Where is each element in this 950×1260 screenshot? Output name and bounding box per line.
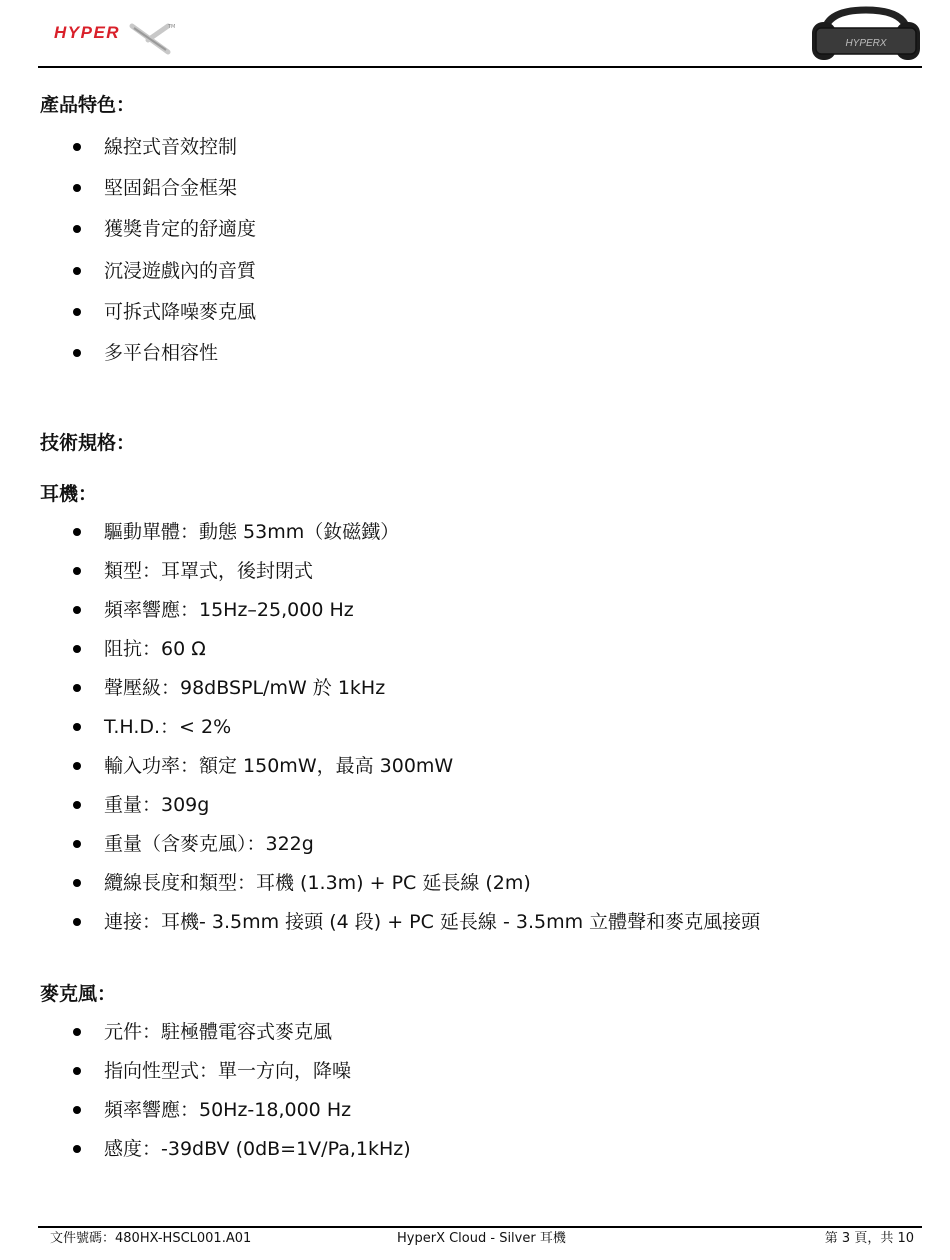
bullet-icon <box>73 762 81 770</box>
list-item <box>0 793 760 832</box>
headphone-title: 耳機： <box>40 483 98 505</box>
list-item <box>0 1020 411 1059</box>
list-item <box>0 217 256 258</box>
list-item <box>0 300 256 341</box>
bullet-icon <box>73 840 81 848</box>
footer-divider <box>38 1226 922 1228</box>
bullet-icon <box>73 1067 81 1075</box>
list-item-text: 連接：耳機- 3.5mm 接頭 (4 段) + PC 延長線 - 3.5mm 立體聲和麥克風接頭 <box>104 911 761 933</box>
list-item-text: T.H.D.：< 2% <box>104 716 232 738</box>
list-item <box>0 1059 411 1098</box>
specs-title: 技術規格： <box>40 432 136 454</box>
bullet-icon <box>73 1028 81 1036</box>
bullet-icon <box>73 267 81 275</box>
list-item <box>0 910 760 949</box>
bullet-icon <box>73 723 81 731</box>
list-item <box>0 1137 411 1176</box>
bullet-icon <box>73 1106 81 1114</box>
bullet-icon <box>73 349 81 357</box>
list-item <box>0 520 760 559</box>
bullet-icon <box>73 143 81 151</box>
list-item <box>0 341 256 382</box>
microphone-specs-list <box>0 1020 411 1176</box>
page-number: 第 3 頁，共 10 <box>824 1231 914 1246</box>
headphone-specs-list <box>0 520 760 949</box>
list-item <box>0 676 760 715</box>
bullet-icon <box>73 1145 81 1153</box>
list-item <box>0 135 256 176</box>
list-item-text: 驅動單體：動態 53mm（釹磁鐵） <box>104 521 400 543</box>
list-item-text: 可拆式降噪麥克風 <box>104 300 257 323</box>
svg-text:TM: TM <box>168 24 175 30</box>
bullet-icon <box>73 801 81 809</box>
bullet-icon <box>73 684 81 692</box>
list-item-text: 纜線長度和類型：耳機 (1.3m) + PC 延長線 (2m) <box>104 872 531 894</box>
list-item-text: 堅固鋁合金框架 <box>104 177 238 200</box>
list-item-text: 指向性型式：單一方向，降噪 <box>104 1060 352 1082</box>
bullet-icon <box>73 879 81 887</box>
list-item-text: 阻抗：60 Ω <box>104 638 206 660</box>
list-item <box>0 754 760 793</box>
bullet-icon <box>73 567 81 575</box>
list-item-text: 重量：309g <box>104 794 210 816</box>
footer-title: HyperX Cloud - Silver 耳機 <box>397 1231 566 1246</box>
hyperx-logo <box>50 18 175 60</box>
bullet-icon <box>73 308 81 316</box>
bullet-icon <box>73 918 81 926</box>
doc-number: 文件號碼：480HX-HSCL001.A01 <box>50 1231 252 1246</box>
bullet-icon <box>73 606 81 614</box>
header-divider <box>38 66 922 68</box>
bullet-icon <box>73 225 81 233</box>
list-item-text: 頻率響應：50Hz-18,000 Hz <box>104 1099 352 1121</box>
list-item-text: 聲壓級：98dBSPL/mW 於 1kHz <box>104 677 386 699</box>
list-item <box>0 715 760 754</box>
bullet-icon <box>73 184 81 192</box>
list-item-text: 多平台相容性 <box>104 341 219 364</box>
list-item <box>0 871 760 910</box>
list-item-text: 類型：耳罩式，後封閉式 <box>104 560 314 582</box>
svg-text:HYPER: HYPER <box>54 23 121 42</box>
list-item <box>0 637 760 676</box>
list-item-text: 頻率響應：15Hz–25,000 Hz <box>104 599 354 621</box>
list-item-text: 感度：-39dBV (0dB=1V/Pa,1kHz) <box>104 1138 411 1160</box>
svg-text:HYPERX: HYPERX <box>845 38 887 49</box>
list-item-text: 元件：駐極體電容式麥克風 <box>104 1021 333 1043</box>
list-item-text: 輸入功率：額定 150mW，最高 300mW <box>104 755 454 777</box>
features-title: 產品特色： <box>40 94 136 116</box>
list-item <box>0 832 760 871</box>
list-item-text: 重量（含麥克風）：322g <box>104 833 314 855</box>
features-list <box>0 135 256 382</box>
bullet-icon <box>73 528 81 536</box>
list-item <box>0 559 760 598</box>
list-item <box>0 598 760 637</box>
bullet-icon <box>73 645 81 653</box>
list-item-text: 沉浸遊戲內的音質 <box>104 259 257 282</box>
list-item <box>0 176 256 217</box>
headset-icon <box>810 6 922 66</box>
list-item <box>0 1098 411 1137</box>
list-item-text: 線控式音效控制 <box>104 136 238 158</box>
list-item <box>0 259 256 300</box>
microphone-title: 麥克風： <box>40 983 117 1005</box>
list-item-text: 獲獎肯定的舒適度 <box>104 218 257 241</box>
